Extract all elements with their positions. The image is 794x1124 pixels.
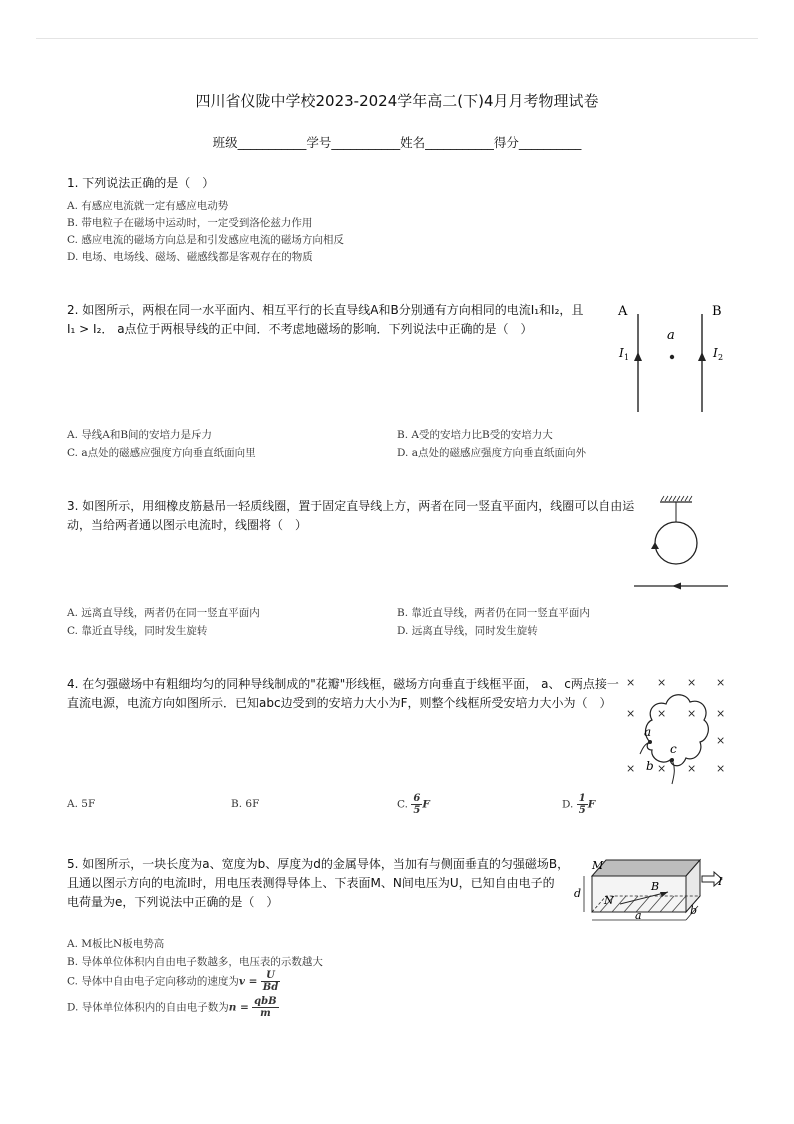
svg-text:×: × [716,707,726,720]
q2-stem-line2: I₁ > I₂． a点位于两根导线的正中间．不考虑地磁场的影响．下列说法中正确的是（ ） [67,322,533,336]
q2-option-b[interactable]: B. A受的安培力比B受的安培力大 [397,429,553,441]
q5-label-I: I [718,875,723,888]
q5-option-a[interactable]: A. M板比N板电势高 [67,938,165,950]
q4-label-b: b [646,759,654,773]
q4-option-c[interactable] [397,793,430,816]
point-a-dot [648,740,652,744]
q1-option-b[interactable]: B. 带电粒子在磁场中运动时，一定受到洛伦兹力作用 [67,217,313,229]
svg-text:×: × [626,676,636,689]
q4-option-b[interactable]: B. 6F [231,798,260,810]
q5-label-d: d [574,887,582,900]
svg-text:×: × [716,762,726,775]
coil-circle [655,522,697,564]
q1-option-c[interactable]: C. 感应电流的磁场方向总是和引发感应电流的磁场方向相反 [67,234,344,246]
q4-figure [614,672,734,788]
svg-text:×: × [657,762,667,775]
point-c-dot [670,758,674,762]
q4-option-d[interactable] [562,793,595,816]
q3-option-c[interactable]: C. 靠近直导线，同时发生旋转 [67,625,208,637]
q5-label-a: a [635,909,642,922]
q4-label-c: c [670,742,677,756]
q3-option-a[interactable]: A. 远离直导线，两者仍在同一竖直平面内 [67,607,260,619]
q2-label-I1: I [619,346,624,360]
q4-stem-line2: 直流电源，电流方向如图所示．已知abc边受到的安培力大小为F，则整个线框所受安培力大小为（ ） [67,696,612,710]
q3-figure [628,494,732,594]
svg-text:×: × [716,676,726,689]
coil-current-arrow-icon [651,542,659,549]
svg-text:×: × [657,707,667,720]
q5-option-d-fraction: $\frac{\text{qbB}}{m}$ [254,996,277,1019]
q5-option-c[interactable] [67,970,280,993]
q1-option-d[interactable]: D. 电场、电场线、磁场、磁感线都是客观存在的物质 [67,251,313,263]
q4-option-d-fraction: $\frac{1}{5}$ [578,793,586,816]
q2-label-I1-sub: 1 [624,353,630,362]
q5-label-B: B [651,880,660,893]
svg-text:×: × [626,762,636,775]
q5-stem-line2: 且通以图示方向的电流I时，用电压表测得导体上、下表面M、N间电压为U，已知自由电子的 [67,876,555,890]
current-arrow-b-icon [698,352,706,361]
svg-text:×: × [657,676,667,689]
q5-option-c-fraction: $\frac{U}{Bd}$ [262,970,279,993]
q4-option-c-fraction: $\frac{6}{5}$ [413,793,421,816]
q5-label-N: N [604,894,614,907]
svg-text:×: × [687,707,697,720]
current-arrow-a-icon [634,352,642,361]
q5-option-d[interactable] [67,996,279,1019]
q4-option-a[interactable]: A. 5F [67,798,96,810]
q2-option-d[interactable]: D. a点处的磁感应强度方向垂直纸面向外 [397,447,586,459]
q5-option-c-lhs: v = [238,975,258,988]
q3-option-b[interactable]: B. 靠近直导线，两者仍在同一竖直平面内 [397,607,590,619]
q4-option-c-label: C. [397,798,408,811]
q5-option-c-label: C. [67,975,78,988]
q5-label-b: b [690,904,698,917]
q2-option-c[interactable]: C. a点处的磁感应强度方向垂直纸面向里 [67,447,256,459]
q3-option-d[interactable]: D. 远离直导线，同时发生旋转 [397,625,538,637]
exam-title: 四川省仪陇中学校2023-2024学年高二(下)4月月考物理试卷 [195,92,599,110]
q5-option-b[interactable]: B. 导体单位体积内自由电子数越多，电压表的示数越大 [67,956,323,968]
ceiling-hatch-icon [661,496,692,501]
top-face [592,860,700,876]
q5-option-d-lhs: n = [228,1001,249,1014]
q1-option-a[interactable]: A. 有感应电流就一定有感应电动势 [67,200,229,212]
q5-label-M: M [592,859,604,872]
q2-option-a[interactable]: A. 导线A和B间的安培力是斥力 [67,429,213,441]
q5-stem-line3: 电荷量为e，下列说法中正确的是（ ） [67,895,279,909]
q4-label-a: a [644,725,652,739]
top-rule [36,38,758,39]
q5-figure [570,854,730,928]
q2-stem-line1: 2. 如图所示，两根在同一水平面内、相互平行的长直导线A和B分别通有方向相同的电流I₁和I₂，且 [67,303,584,317]
wire-current-arrow-icon [672,583,681,590]
svg-text:×: × [687,676,697,689]
q2-label-B: B [712,304,722,319]
q2-label-a: a [667,328,675,343]
q4-option-c-var: F [422,798,430,811]
q4-option-d-label: D. [562,798,574,811]
q5-option-c-text: 导体中自由电子定向移动的速度为 [81,975,239,988]
q2-label-A: A [618,304,628,319]
q1-stem: 1. 下列说法正确的是（ ） [67,176,215,190]
student-info-line: 班级___________学号___________姓名___________得分__________ [212,135,582,150]
q2-figure [604,300,734,418]
q5-option-d-label: D. [67,1001,79,1014]
flower-loop-shape [646,695,709,766]
q5-option-d-text: 导体单位体积内的自由电子数为 [81,1001,229,1014]
q4-option-d-var: F [587,798,596,811]
q3-stem-line2: 动，当给两者通以图示电流时，线圈将（ ） [67,518,308,532]
q5-stem-line1: 5. 如图所示，一块长度为a、宽度为b、厚度为d的金属导体，当加有与侧面垂直的匀强磁场B， [67,857,570,871]
svg-text:×: × [716,734,726,747]
point-a-dot [670,355,674,359]
q4-stem-line1: 4. 在匀强磁场中有粗细均匀的同种导线制成的"花瓣"形线框，磁场方向垂直于线框平面， a、 c两点接一 [67,677,619,691]
q3-stem-line1: 3. 如图所示，用细橡皮筋悬吊一轻质线圈，置于固定直导线上方，两者在同一竖直平面内，线圈可以自由运 [67,499,635,513]
q2-label-I2-sub: 2 [718,353,724,362]
svg-text:×: × [687,762,697,775]
q2-label-I2: I [713,346,718,360]
svg-text:×: × [626,707,636,720]
magnetic-field-crosses [626,676,725,775]
